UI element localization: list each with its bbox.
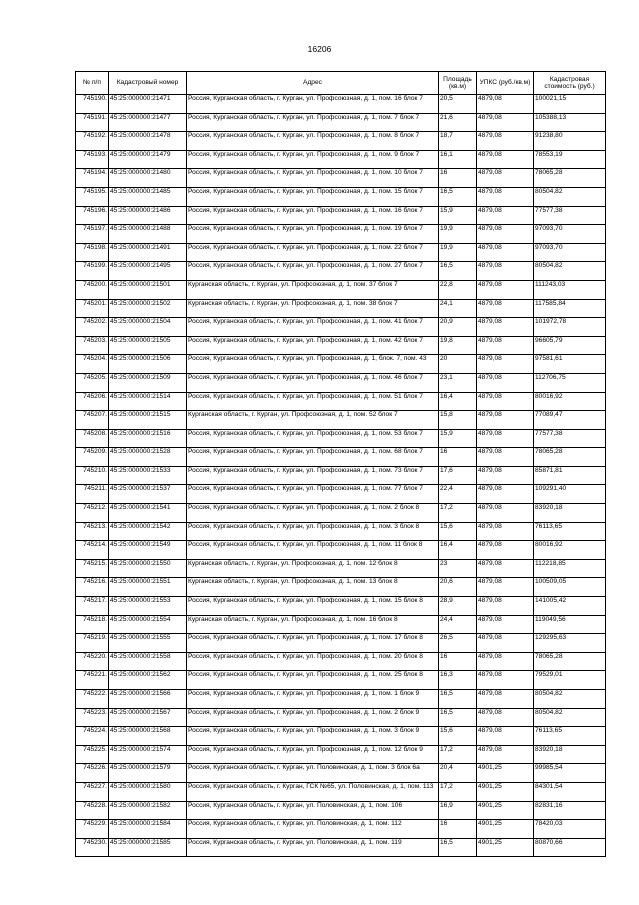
- cell-cost: 112706,75: [534, 373, 606, 392]
- cell-area: 20,9: [439, 318, 477, 337]
- cell-area: 15,6: [439, 522, 477, 541]
- cell-address: Россия, Курганская область, г. Курган, ул. Профсоюзная, д. 1, пом. 11 блок 8: [187, 541, 439, 560]
- cell-area: 21,6: [439, 113, 477, 132]
- table-row: [76, 448, 606, 467]
- cell-cost: 77089,47: [534, 411, 606, 430]
- cell-upks: 4879,08: [477, 690, 534, 709]
- cell-area: 20,4: [439, 764, 477, 783]
- table-row: [76, 578, 606, 597]
- cell-num: 745202.: [76, 318, 109, 337]
- cell-num: 745219.: [76, 634, 109, 653]
- header-cost: Кадастровая стоимость (руб.): [534, 72, 606, 95]
- cell-num: 745228.: [76, 801, 109, 820]
- table-row: [76, 262, 606, 281]
- cell-address: Россия, Курганская область, г. Курган, ул. Профсоюзная, д. 1, пом. 20 блок 8: [187, 652, 439, 671]
- cell-upks: 4879,08: [477, 559, 534, 578]
- cell-cadastral: 45:25:000000:21479: [109, 150, 187, 169]
- cell-area: 16,9: [439, 801, 477, 820]
- table-row: [76, 634, 606, 653]
- cell-cost: 77577,38: [534, 206, 606, 225]
- cell-upks: 4879,08: [477, 652, 534, 671]
- cell-area: 16,5: [439, 262, 477, 281]
- cell-num: 745194.: [76, 169, 109, 188]
- cell-num: 745213.: [76, 522, 109, 541]
- table-row: [76, 355, 606, 374]
- cell-cadastral: 45:25:000000:21551: [109, 578, 187, 597]
- cell-num: 745207.: [76, 411, 109, 430]
- cell-address: Россия, Курганская область, г. Курган, ул. Профсоюзная, д. 1, пом. 42 блок 7: [187, 336, 439, 355]
- header-area: Площадь (кв.м): [439, 72, 477, 95]
- cell-cadastral: 45:25:000000:21502: [109, 299, 187, 318]
- cell-upks: 4879,08: [477, 225, 534, 244]
- table-row: [76, 299, 606, 318]
- cell-cadastral: 45:25:000000:21580: [109, 782, 187, 801]
- cell-cost: 85871,81: [534, 466, 606, 485]
- table-row: [76, 466, 606, 485]
- cell-num: 745222.: [76, 690, 109, 709]
- cell-cost: 84301,54: [534, 782, 606, 801]
- cell-cost: 97093,70: [534, 243, 606, 262]
- cell-area: 20,5: [439, 95, 477, 114]
- table-row: [76, 652, 606, 671]
- cell-upks: 4901,25: [477, 764, 534, 783]
- table-row: [76, 336, 606, 355]
- cell-num: 745215.: [76, 559, 109, 578]
- cell-cadastral: 45:25:000000:21491: [109, 243, 187, 262]
- cell-num: 745193.: [76, 150, 109, 169]
- cell-num: 745211.: [76, 485, 109, 504]
- cell-cost: 80504,82: [534, 262, 606, 281]
- cell-num: 745206.: [76, 392, 109, 411]
- cell-address: Россия, Курганская область, г. Курган, ул. Профсоюзная, д. 1, пом. 2 блок 8: [187, 504, 439, 523]
- cell-num: 745191.: [76, 113, 109, 132]
- cell-cadastral: 45:25:000000:21537: [109, 485, 187, 504]
- cell-area: 22,4: [439, 485, 477, 504]
- table-row: [76, 801, 606, 820]
- cell-num: 745229.: [76, 820, 109, 839]
- cell-cost: 80504,82: [534, 187, 606, 206]
- cell-upks: 4879,08: [477, 132, 534, 151]
- cell-address: Россия, Курганская область, г. Курган, ул. Профсоюзная, д. 1, пом. 2 блок 9: [187, 708, 439, 727]
- cell-area: 16,4: [439, 541, 477, 560]
- cell-cost: 112218,85: [534, 559, 606, 578]
- cell-cadastral: 45:25:000000:21549: [109, 541, 187, 560]
- cell-cadastral: 45:25:000000:21533: [109, 466, 187, 485]
- cell-cadastral: 45:25:000000:21567: [109, 708, 187, 727]
- cell-upks: 4879,08: [477, 280, 534, 299]
- cell-area: 16,4: [439, 392, 477, 411]
- table-row: [76, 187, 606, 206]
- cell-upks: 4879,08: [477, 318, 534, 337]
- cell-cost: 105388,13: [534, 113, 606, 132]
- cell-upks: 4879,08: [477, 671, 534, 690]
- cell-upks: 4879,08: [477, 708, 534, 727]
- cell-area: 16: [439, 448, 477, 467]
- table-row: [76, 485, 606, 504]
- cell-upks: 4879,08: [477, 448, 534, 467]
- cell-address: Россия, Курганская область, г. Курган, ул. Профсоюзная, д. 1, пом. 1 блок 9: [187, 690, 439, 709]
- cell-upks: 4879,08: [477, 522, 534, 541]
- table-row: [76, 225, 606, 244]
- cell-address: Россия, Курганская область, г. Курган, ул. Половинская, д. 1, пом. 3 блок 6а: [187, 764, 439, 783]
- cell-address: Россия, Курганская область, г. Курган, ул. Половинская, д. 1, пом. 119: [187, 838, 439, 857]
- header-num: № п/п: [76, 72, 109, 95]
- cell-num: 745200.: [76, 280, 109, 299]
- table-row: [76, 113, 606, 132]
- cell-address: Россия, Курганская область, г. Курган, ул. Профсоюзная, д. 1, пом. 15 блок 8: [187, 597, 439, 616]
- cell-num: 745226.: [76, 764, 109, 783]
- cell-cadastral: 45:25:000000:21553: [109, 597, 187, 616]
- cell-address: Россия, Курганская область, г. Курган, ГСК №65, ул. Половинская, д. 1, пом. 113: [187, 782, 439, 801]
- cell-cadastral: 45:25:000000:21582: [109, 801, 187, 820]
- cell-num: 745224.: [76, 727, 109, 746]
- cell-cadastral: 45:25:000000:21514: [109, 392, 187, 411]
- table-row: [76, 838, 606, 857]
- cell-upks: 4901,25: [477, 782, 534, 801]
- cell-address: Россия, Курганская область, г. Курган, ул. Профсоюзная, д. 1, пом. 9 блок 7: [187, 150, 439, 169]
- cell-area: 16,5: [439, 838, 477, 857]
- table-body: [76, 95, 606, 857]
- cell-upks: 4879,08: [477, 150, 534, 169]
- cell-upks: 4879,08: [477, 615, 534, 634]
- cell-cadastral: 45:25:000000:21495: [109, 262, 187, 281]
- cell-cadastral: 45:25:000000:21516: [109, 429, 187, 448]
- cell-area: 22,8: [439, 280, 477, 299]
- cell-cost: 78065,28: [534, 652, 606, 671]
- cell-area: 17,6: [439, 466, 477, 485]
- table-row: [76, 559, 606, 578]
- cell-cadastral: 45:25:000000:21478: [109, 132, 187, 151]
- cell-upks: 4901,25: [477, 838, 534, 857]
- cell-address: Россия, Курганская область, г. Курган, ул. Профсоюзная, д. 1, пом. 25 блок 8: [187, 671, 439, 690]
- cell-cadastral: 45:25:000000:21584: [109, 820, 187, 839]
- table-row: [76, 280, 606, 299]
- cell-cadastral: 45:25:000000:21528: [109, 448, 187, 467]
- cell-address: Россия, Курганская область, г. Курган, ул. Профсоюзная, д. 1, пом. 16 блок 7: [187, 206, 439, 225]
- cell-cost: 129295,63: [534, 634, 606, 653]
- cell-cost: 77577,38: [534, 429, 606, 448]
- cell-upks: 4879,08: [477, 466, 534, 485]
- table-row: [76, 615, 606, 634]
- cell-upks: 4879,08: [477, 392, 534, 411]
- cell-cost: 101972,78: [534, 318, 606, 337]
- cell-area: 15,9: [439, 206, 477, 225]
- cell-address: Россия, Курганская область, г. Курган, ул. Профсоюзная, д. 1, пом. 19 блок 7: [187, 225, 439, 244]
- table-row: [76, 764, 606, 783]
- cell-num: 745197.: [76, 225, 109, 244]
- cell-cost: 100509,05: [534, 578, 606, 597]
- cell-address: Россия, Курганская область, г. Курган, ул. Профсоюзная, д. 1, пом. 8 блок 7: [187, 132, 439, 151]
- cell-address: Россия, Курганская область, г. Курган, ул. Профсоюзная, д. 1, пом. 53 блок 7: [187, 429, 439, 448]
- cell-cadastral: 45:25:000000:21485: [109, 187, 187, 206]
- cell-address: Россия, Курганская область, г. Курган, ул. Профсоюзная, д. 1, пом. 16 блок 7: [187, 95, 439, 114]
- cell-area: 16: [439, 652, 477, 671]
- table-row: [76, 243, 606, 262]
- cell-area: 19,9: [439, 243, 477, 262]
- cell-cost: 119049,56: [534, 615, 606, 634]
- table-row: [76, 373, 606, 392]
- cell-num: 745201.: [76, 299, 109, 318]
- cell-address: Россия, Курганская область, г. Курган, ул. Профсоюзная, д. 1, пом. 68 блок 7: [187, 448, 439, 467]
- cell-num: 745192.: [76, 132, 109, 151]
- cell-upks: 4879,08: [477, 541, 534, 560]
- table-row: [76, 206, 606, 225]
- cell-cadastral: 45:25:000000:21509: [109, 373, 187, 392]
- cell-upks: 4879,08: [477, 113, 534, 132]
- cell-upks: 4879,08: [477, 429, 534, 448]
- cell-num: 745203.: [76, 336, 109, 355]
- cell-num: 745204.: [76, 355, 109, 374]
- cell-area: 17,2: [439, 782, 477, 801]
- cell-num: 745220.: [76, 652, 109, 671]
- cell-num: 745230.: [76, 838, 109, 857]
- table-row: [76, 690, 606, 709]
- cell-num: 745227.: [76, 782, 109, 801]
- cell-cost: 80016,92: [534, 541, 606, 560]
- cell-cost: 96605,79: [534, 336, 606, 355]
- cell-cost: 80870,66: [534, 838, 606, 857]
- cell-upks: 4879,08: [477, 485, 534, 504]
- cell-upks: 4901,25: [477, 801, 534, 820]
- cell-area: 16,5: [439, 187, 477, 206]
- cell-cost: 80504,82: [534, 708, 606, 727]
- cell-area: 24,1: [439, 299, 477, 318]
- cell-area: 16: [439, 169, 477, 188]
- cell-address: Россия, Курганская область, г. Курган, ул. Профсоюзная, д. 1, пом. 51 блок 7: [187, 392, 439, 411]
- cell-cost: 79529,01: [534, 671, 606, 690]
- cell-upks: 4879,08: [477, 336, 534, 355]
- cell-cadastral: 45:25:000000:21501: [109, 280, 187, 299]
- table-row: [76, 597, 606, 616]
- cell-address: Курганская область, г. Курган, ул. Профсоюзная, д. 1, пом. 52 блок 7: [187, 411, 439, 430]
- cell-area: 16,1: [439, 150, 477, 169]
- cell-cadastral: 45:25:000000:21562: [109, 671, 187, 690]
- table-row: [76, 820, 606, 839]
- cell-num: 745208.: [76, 429, 109, 448]
- cell-upks: 4879,08: [477, 187, 534, 206]
- cell-area: 23,1: [439, 373, 477, 392]
- cell-address: Россия, Курганская область, г. Курган, ул. Профсоюзная, д. 1, пом. 17 блок 8: [187, 634, 439, 653]
- cell-num: 745223.: [76, 708, 109, 727]
- header-cadastral: Кадастровый номер: [109, 72, 187, 95]
- cell-num: 745216.: [76, 578, 109, 597]
- cell-num: 745212.: [76, 504, 109, 523]
- cell-cost: 76113,65: [534, 727, 606, 746]
- cell-address: Россия, Курганская область, г. Курган, ул. Половинская, д. 1, пом. 112: [187, 820, 439, 839]
- cell-address: Россия, Курганская область, г. Курган, ул. Профсоюзная, д. 1, пом. 7 блок 7: [187, 113, 439, 132]
- cell-num: 745210.: [76, 466, 109, 485]
- cell-area: 15,8: [439, 411, 477, 430]
- cell-cadastral: 45:25:000000:21477: [109, 113, 187, 132]
- cell-cadastral: 45:25:000000:21574: [109, 745, 187, 764]
- table-row: [76, 504, 606, 523]
- cell-area: 20,6: [439, 578, 477, 597]
- table-row: [76, 541, 606, 560]
- cell-address: Курганская область, г. Курган, ул. Профсоюзная, д. 1, пом. 38 блок 7: [187, 299, 439, 318]
- cell-num: 745198.: [76, 243, 109, 262]
- cell-cadastral: 45:25:000000:21566: [109, 690, 187, 709]
- cell-area: 23: [439, 559, 477, 578]
- cell-cost: 109291,40: [534, 485, 606, 504]
- cell-address: Россия, Курганская область, г. Курган, ул. Профсоюзная, д. 1, пом. 46 блок 7: [187, 373, 439, 392]
- cell-address: Россия, Курганская область, г. Курган, ул. Профсоюзная, д. 1, блок. 7, пом. 43: [187, 355, 439, 374]
- cell-cost: 91238,80: [534, 132, 606, 151]
- cell-num: 745221.: [76, 671, 109, 690]
- cell-upks: 4879,08: [477, 169, 534, 188]
- cell-cadastral: 45:25:000000:21568: [109, 727, 187, 746]
- cell-upks: 4879,08: [477, 206, 534, 225]
- cell-cadastral: 45:25:000000:21554: [109, 615, 187, 634]
- cell-area: 24,4: [439, 615, 477, 634]
- table-row: [76, 745, 606, 764]
- cell-area: 16,5: [439, 690, 477, 709]
- cell-cost: 78065,28: [534, 448, 606, 467]
- cell-upks: 4879,08: [477, 597, 534, 616]
- cell-address: Россия, Курганская область, г. Курган, ул. Профсоюзная, д. 1, пом. 73 блок 7: [187, 466, 439, 485]
- cell-address: Курганская область, г. Курган, ул. Профсоюзная, д. 1, пом. 16 блок 8: [187, 615, 439, 634]
- cell-cost: 100021,15: [534, 95, 606, 114]
- table-row: [76, 169, 606, 188]
- cell-cadastral: 45:25:000000:21558: [109, 652, 187, 671]
- cell-cadastral: 45:25:000000:21486: [109, 206, 187, 225]
- cell-num: 745218.: [76, 615, 109, 634]
- cell-cost: 141005,42: [534, 597, 606, 616]
- table-row: [76, 318, 606, 337]
- cell-address: Россия, Курганская область, г. Курган, ул. Половинская, д. 1, пом. 106: [187, 801, 439, 820]
- cell-cost: 76113,65: [534, 522, 606, 541]
- cell-cost: 78065,28: [534, 169, 606, 188]
- cell-cost: 117585,84: [534, 299, 606, 318]
- cell-cadastral: 45:25:000000:21480: [109, 169, 187, 188]
- cell-cadastral: 45:25:000000:21555: [109, 634, 187, 653]
- cell-area: 26,5: [439, 634, 477, 653]
- cell-address: Россия, Курганская область, г. Курган, ул. Профсоюзная, д. 1, пом. 3 блок 9: [187, 727, 439, 746]
- cell-area: 20: [439, 355, 477, 374]
- cell-area: 28,9: [439, 597, 477, 616]
- cell-cadastral: 45:25:000000:21505: [109, 336, 187, 355]
- cell-area: 15,9: [439, 429, 477, 448]
- cell-cadastral: 45:25:000000:21542: [109, 522, 187, 541]
- cell-num: 745205.: [76, 373, 109, 392]
- table-row: [76, 392, 606, 411]
- cell-cost: 99985,54: [534, 764, 606, 783]
- table-row: [76, 150, 606, 169]
- table-row: [76, 782, 606, 801]
- cell-upks: 4879,08: [477, 262, 534, 281]
- cell-address: Россия, Курганская область, г. Курган, ул. Профсоюзная, д. 1, пом. 10 блок 7: [187, 169, 439, 188]
- cadastral-registry-table: [75, 71, 606, 857]
- cell-cost: 97093,70: [534, 225, 606, 244]
- cell-address: Курганская область, г. Курган, ул. Профсоюзная, д. 1, пом. 13 блок 8: [187, 578, 439, 597]
- cell-cadastral: 45:25:000000:21541: [109, 504, 187, 523]
- cell-num: 745209.: [76, 448, 109, 467]
- cell-cost: 83920,18: [534, 504, 606, 523]
- table-row: [76, 132, 606, 151]
- cell-cadastral: 45:25:000000:21471: [109, 95, 187, 114]
- table-header-row: [76, 72, 606, 95]
- cell-num: 745190.: [76, 95, 109, 114]
- cell-area: 16,3: [439, 671, 477, 690]
- cell-address: Россия, Курганская область, г. Курган, ул. Профсоюзная, д. 1, пом. 27 блок 7: [187, 262, 439, 281]
- cell-address: Россия, Курганская область, г. Курган, ул. Профсоюзная, д. 1, пом. 22 блок 7: [187, 243, 439, 262]
- cell-cadastral: 45:25:000000:21488: [109, 225, 187, 244]
- cell-upks: 4901,25: [477, 820, 534, 839]
- cell-upks: 4879,08: [477, 373, 534, 392]
- cell-upks: 4879,08: [477, 727, 534, 746]
- cell-address: Россия, Курганская область, г. Курган, ул. Профсоюзная, д. 1, пом. 77 блок 7: [187, 485, 439, 504]
- cell-area: 17,2: [439, 504, 477, 523]
- cell-num: 745196.: [76, 206, 109, 225]
- table-row: [76, 95, 606, 114]
- cell-cost: 97581,61: [534, 355, 606, 374]
- cell-upks: 4879,08: [477, 355, 534, 374]
- table-row: [76, 727, 606, 746]
- cell-num: 745225.: [76, 745, 109, 764]
- cell-cadastral: 45:25:000000:21585: [109, 838, 187, 857]
- cell-cost: 83920,18: [534, 745, 606, 764]
- cell-address: Курганская область, г. Курган, ул. Профсоюзная, д. 1, пом. 12 блок 8: [187, 559, 439, 578]
- header-upks: УПКС (руб./кв.м): [477, 72, 534, 95]
- cell-area: 19,8: [439, 336, 477, 355]
- cell-num: 745195.: [76, 187, 109, 206]
- cell-area: 19,9: [439, 225, 477, 244]
- table-row: [76, 522, 606, 541]
- header-address: Адрес: [187, 72, 439, 95]
- cell-cadastral: 45:25:000000:21550: [109, 559, 187, 578]
- cell-num: 745214.: [76, 541, 109, 560]
- cell-upks: 4879,08: [477, 634, 534, 653]
- cell-cost: 78553,19: [534, 150, 606, 169]
- cell-area: 17,2: [439, 745, 477, 764]
- table-row: [76, 429, 606, 448]
- cell-area: 16: [439, 820, 477, 839]
- table-row: [76, 411, 606, 430]
- cell-cadastral: 45:25:000000:21579: [109, 764, 187, 783]
- cell-upks: 4879,08: [477, 578, 534, 597]
- cell-upks: 4879,08: [477, 411, 534, 430]
- cell-upks: 4879,08: [477, 243, 534, 262]
- cell-area: 16,5: [439, 708, 477, 727]
- cell-num: 745217.: [76, 597, 109, 616]
- cell-area: 15,6: [439, 727, 477, 746]
- cell-cadastral: 45:25:000000:21504: [109, 318, 187, 337]
- cell-address: Россия, Курганская область, г. Курган, ул. Профсоюзная, д. 1, пом. 41 блок 7: [187, 318, 439, 337]
- cell-cost: 111243,03: [534, 280, 606, 299]
- page-number: 16206: [307, 44, 332, 54]
- table-row: [76, 671, 606, 690]
- cell-cadastral: 45:25:000000:21506: [109, 355, 187, 374]
- cell-cost: 80504,82: [534, 690, 606, 709]
- cell-cost: 82831,16: [534, 801, 606, 820]
- cell-area: 18,7: [439, 132, 477, 151]
- cell-address: Курганская область, г. Курган, ул. Профсоюзная, д. 1, пом. 37 блок 7: [187, 280, 439, 299]
- cell-cost: 78420,03: [534, 820, 606, 839]
- cell-upks: 4879,08: [477, 745, 534, 764]
- table-row: [76, 708, 606, 727]
- cell-address: Россия, Курганская область, г. Курган, ул. Профсоюзная, д. 1, пом. 3 блок 8: [187, 522, 439, 541]
- cell-upks: 4879,08: [477, 504, 534, 523]
- cell-num: 745199.: [76, 262, 109, 281]
- cell-upks: 4879,08: [477, 95, 534, 114]
- cell-cadastral: 45:25:000000:21515: [109, 411, 187, 430]
- cell-address: Россия, Курганская область, г. Курган, ул. Профсоюзная, д. 1, пом. 12 блок 9: [187, 745, 439, 764]
- cell-upks: 4879,08: [477, 299, 534, 318]
- cell-address: Россия, Курганская область, г. Курган, ул. Профсоюзная, д. 1, пом. 15 блок 7: [187, 187, 439, 206]
- cell-cost: 80016,92: [534, 392, 606, 411]
